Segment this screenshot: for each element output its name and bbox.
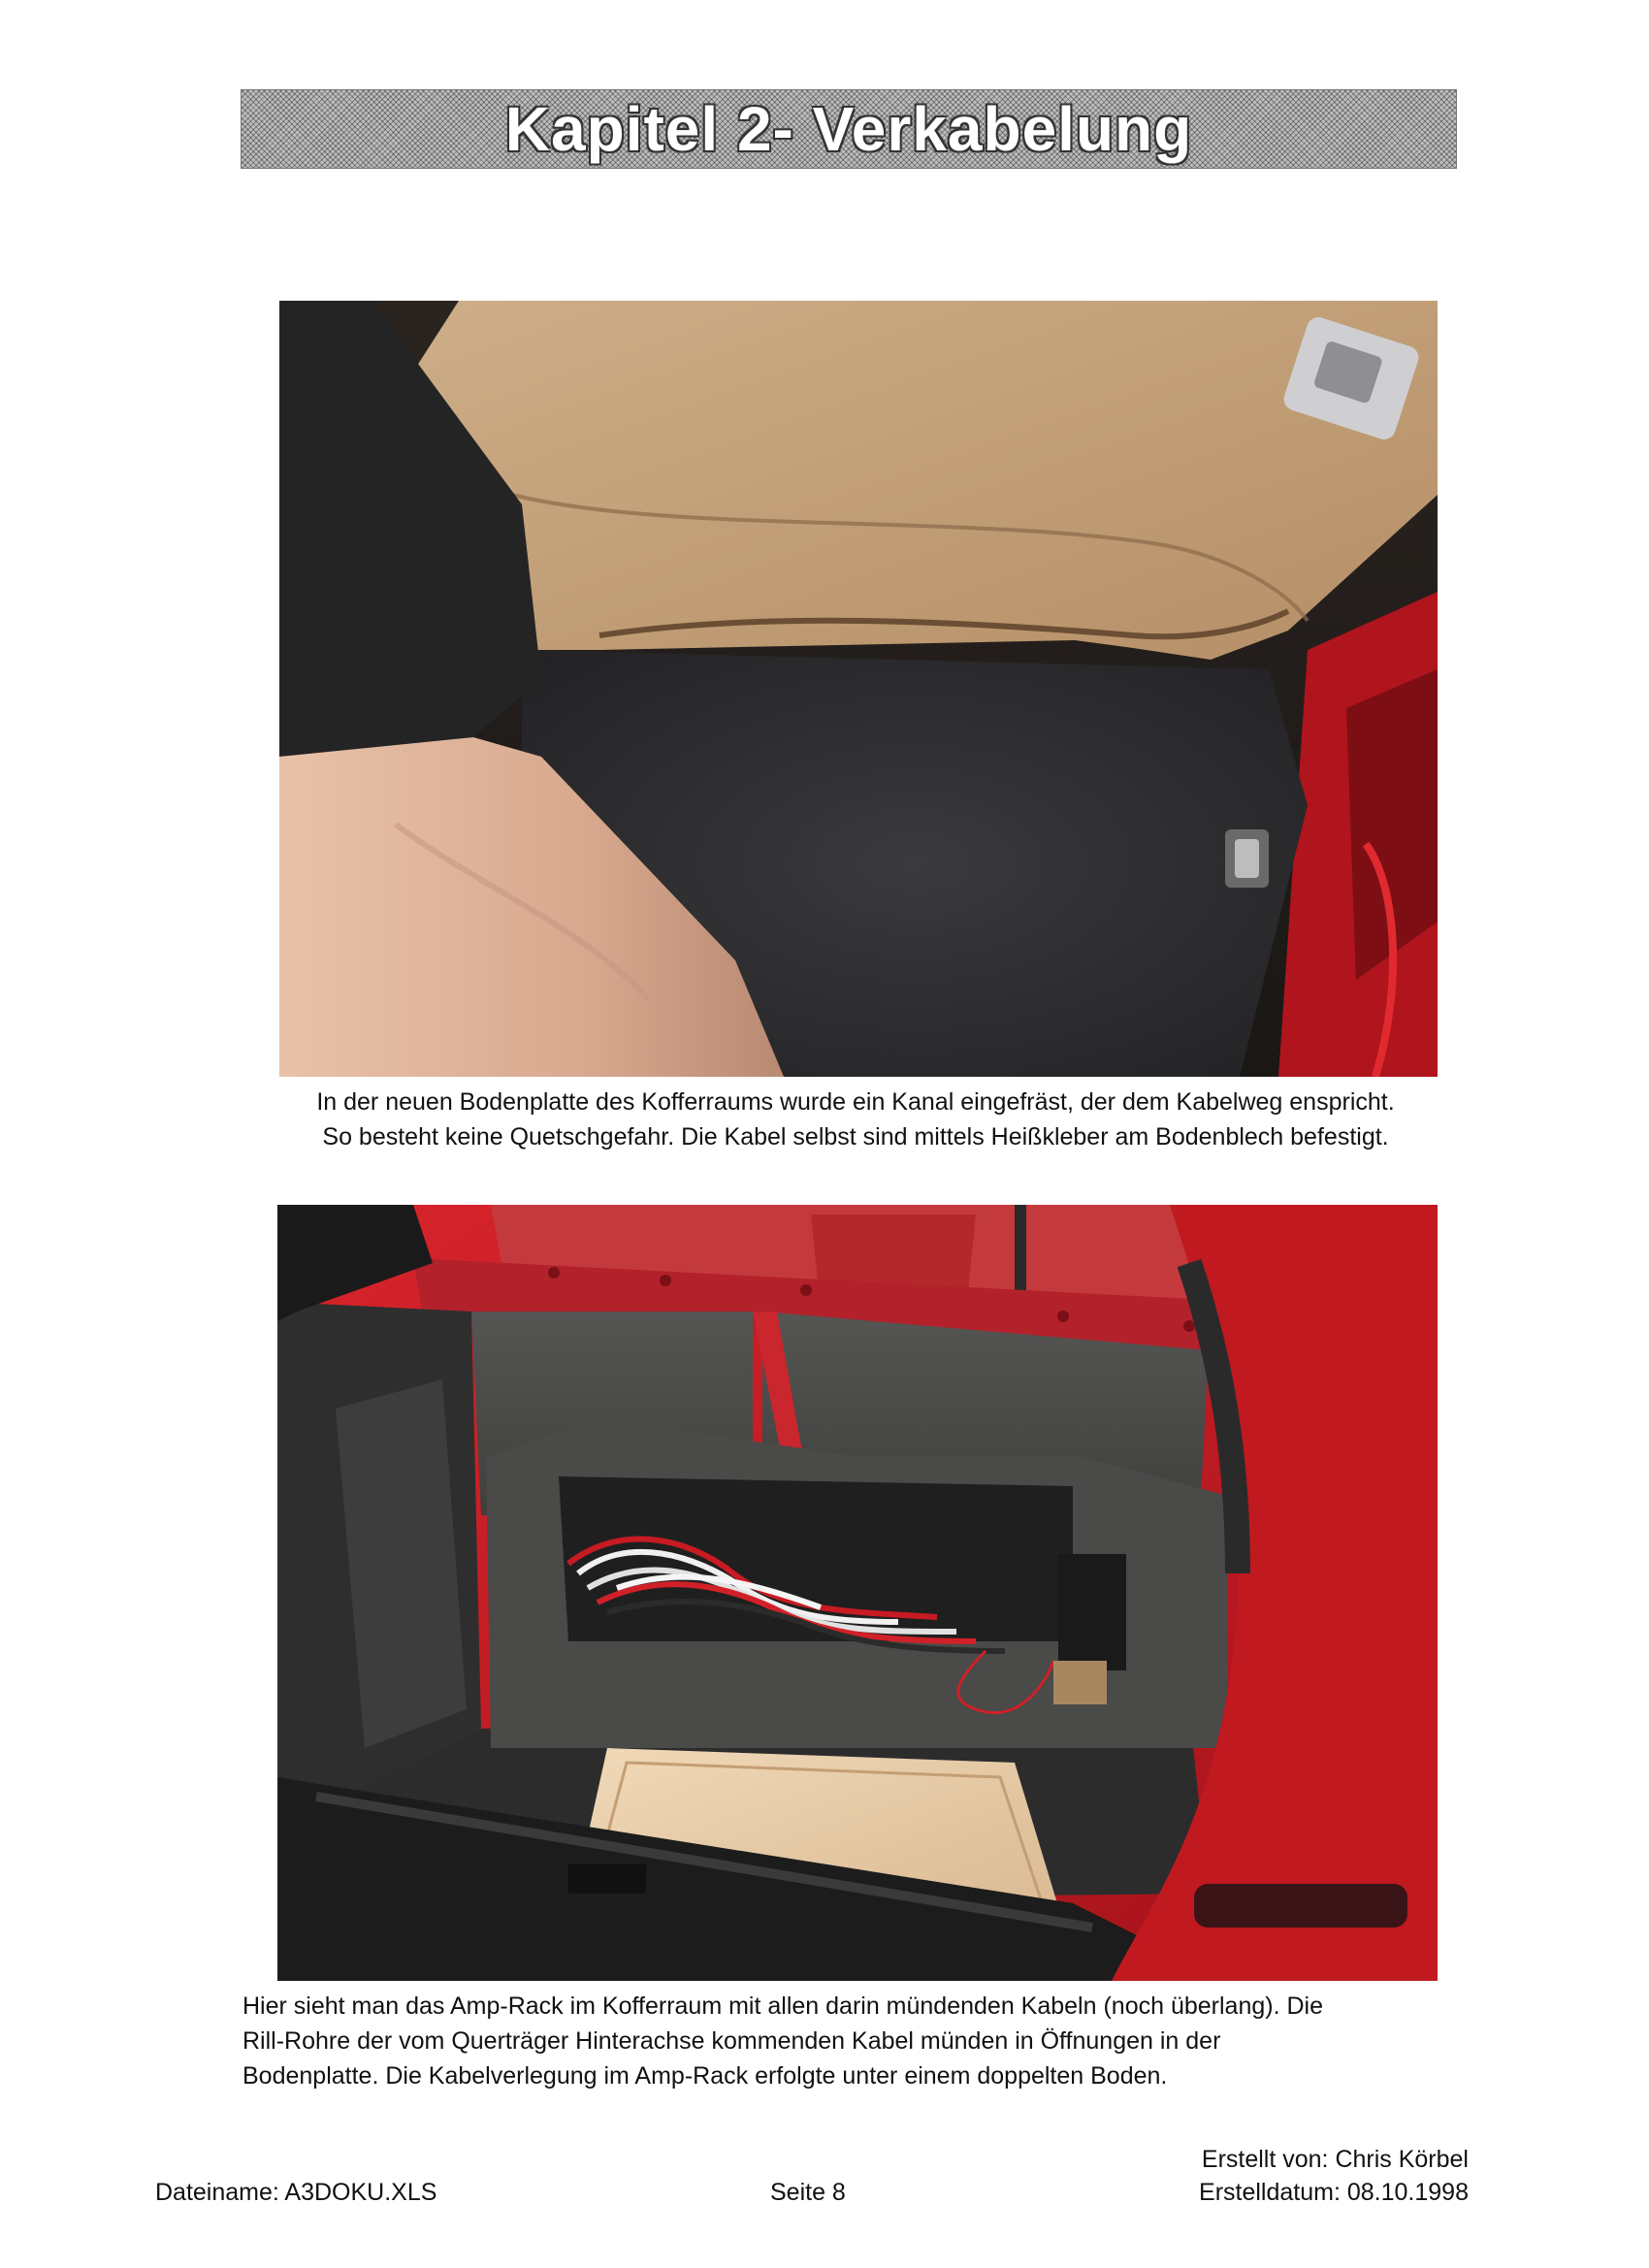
caption-line: Rill-Rohre der vom Querträger Hinterachse kommenden Kabel münden in Öffnungen in der [242,2027,1221,2055]
photo-amp-rack-trunk [277,1205,1438,1981]
photo-amp-rack-trunk-caption [242,1989,1465,2093]
caption-line: In der neuen Bodenplatte des Kofferraums wurde ein Kanal eingefräst, der dem Kabelweg enspricht. [316,1088,1395,1116]
footer-date: Erstelldatum: 08.10.1998 [1199,2179,1469,2206]
caption-line: So besteht keine Quetschgefahr. Die Kabel selbst sind mittels Heißkleber am Bodenblech befestigt. [322,1123,1389,1150]
chapter-title-banner [241,89,1457,169]
footer-filename: Dateiname: A3DOKU.XLS [155,2179,437,2206]
photo-trunk-floor-board [279,301,1438,1077]
photo-trunk-floor-board-caption [244,1085,1467,1154]
footer-page-number: Seite 8 [770,2179,846,2206]
footer-author: Erstellt von: Chris Körbel [1201,2146,1469,2173]
chapter-title: Kapitel 2- Verkabelung [504,94,1193,164]
caption-line: Hier sieht man das Amp-Rack im Kofferraum mit allen darin mündenden Kabeln (noch überlang). Die [242,1993,1323,2020]
caption-line: Bodenplatte. Die Kabelverlegung im Amp-Rack erfolgte unter einem doppelten Boden. [242,2062,1168,2090]
